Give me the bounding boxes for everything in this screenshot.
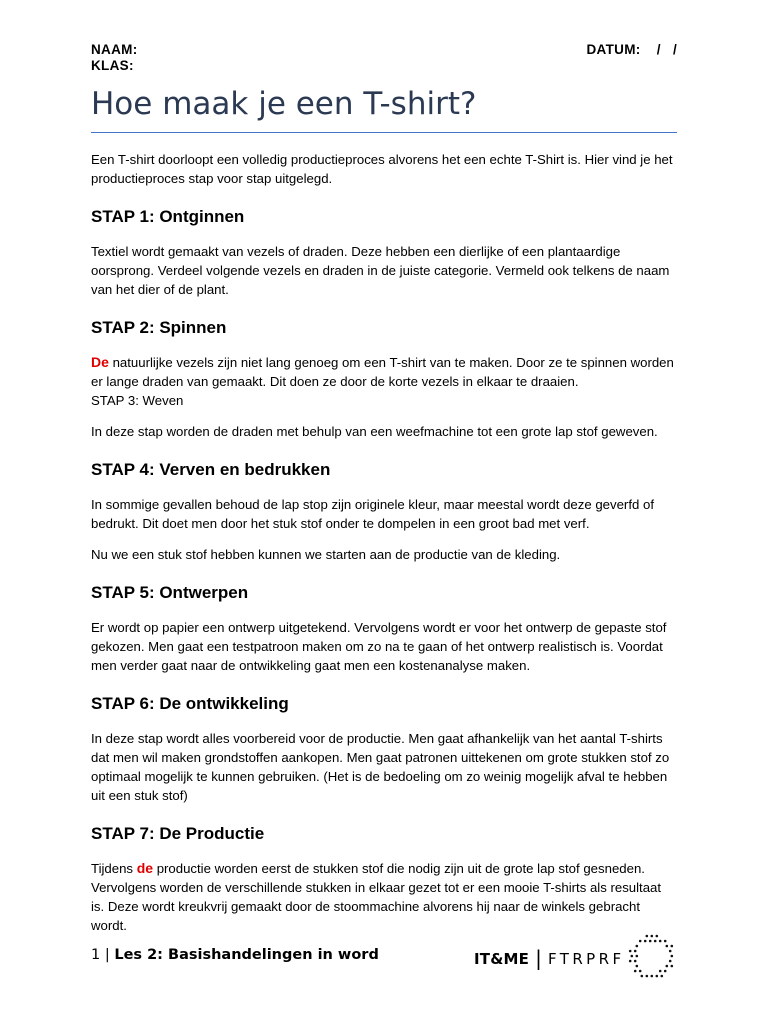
datum-label: DATUM: / / [586,42,677,57]
logo-dot [649,940,652,943]
lesson-title: Les 2: Basishandelingen in word [114,947,379,963]
step7-text-start: Tijdens [91,861,137,876]
logo-dot [669,960,672,963]
step2-heading: STAP 2: Spinnen [91,318,227,337]
logo-dot [634,960,637,963]
step2-text [91,353,677,391]
logo-dot [671,955,674,958]
dot-circle-logo-icon [628,933,676,981]
step5-text: Er wordt op papier een ontwerp uitgetekend. Vervolgens wordt er voor het ontwerp de gepaste stof gekozen. Men gaat een testpatroon maken om zo na te gaan of het ontwerp realistisch is. Voordat men verder gaat naar de ontwikkeling gaat men een kostenanalyse maken. [91,620,667,673]
logo-dot [666,945,669,948]
document-page [91,0,677,1024]
logo-dot [664,970,667,973]
step5-heading: STAP 5: Ontwerpen [91,583,249,602]
logo-dot [651,935,654,938]
logo-dot [659,940,662,943]
brand-itme: IT&ME [474,950,530,968]
brand-separator: | [535,946,543,970]
intro-paragraph: Een T-shirt doorloopt een volledig productieproces alvorens het een echte T-Shirt is. Hier vind je het productieproces stap voor stap uitgelegd. [91,152,673,186]
logo-dot [646,935,649,938]
logo-dot [669,950,672,953]
logo-dot [654,940,657,943]
logo-dot [629,950,632,953]
logo-dot [639,940,642,943]
logo-dot [629,960,632,963]
klas-label: KLAS: [91,58,134,73]
brand-ftrprf: FTRPRF [548,950,625,968]
logo-dot [636,965,639,968]
page-number: 1 [91,947,101,963]
brand-logo [474,945,624,969]
logo-dot [644,940,647,943]
logo-dot [656,975,659,978]
step1-heading: STAP 1: Ontginnen [91,207,245,226]
logo-dot [639,970,642,973]
logo-dot [651,975,654,978]
step3-text: In deze stap worden de draden met behulp van een weefmachine tot een grote lap stof geweven. [91,424,658,439]
step7-text [91,859,677,935]
step2-highlight: De [91,354,109,370]
footer-page-info [91,947,379,963]
page-title: Hoe maak je een T-shirt? [91,84,677,133]
step1-text: Textiel wordt gemaakt van vezels of draden. Deze hebben een dierlijke of een plantaardige oorsprong. Verdeel volgende vezels en draden in de juiste categorie. Vermeld ook telkens de naam van het dier of de plant. [91,244,670,297]
step2-text-rest: natuurlijke vezels zijn niet lang genoeg om een T-shirt van te maken. Door ze te spinnen worden er lange draden van gemaakt. Dit doen ze door de korte vezels in elkaar te draaien. [91,355,674,389]
step7-text-rest: productie worden eerst de stukken stof die nodig zijn uit de grote lap stof gesneden. Vervolgens worden de verschillende stukken in elkaar gezet tot er een mooie T-shirts als resultaat is. Deze wordt kreukvrij gemaakt door de stoommachine alvorens hij naar de winkels gebracht wordt. [91,861,662,933]
step7-highlight: de [136,860,154,876]
logo-dot [671,965,674,968]
logo-dot [634,950,637,953]
logo-dot [641,975,644,978]
step4-text: In sommige gevallen behoud de lap stop zijn originele kleur, maar meestal wordt deze geverfd of bedrukt. Dit doet men door het stuk stof onder te dompelen in een groot bad met verf. [91,497,654,531]
logo-dot [671,945,674,948]
logo-dot [636,955,639,958]
naam-label: NAAM: [91,42,138,57]
logo-dot [666,965,669,968]
step6-text: In deze stap wordt alles voorbereid voor de productie. Men gaat afhankelijk van het aantal T-shirts dat men wil maken grondstoffen aankopen. Men gaat patronen uittekenen om grote stukken stof zo optimaal mogelijk te kunnen gebruiken. (Het is de bedoeling om zo weinig mogelijk afval te hebben uit een stuk stof) [91,731,670,803]
logo-dot [646,975,649,978]
logo-dot [664,940,667,943]
header-left [91,42,138,74]
logo-dot [634,970,637,973]
logo-dot [636,945,639,948]
step6-heading: STAP 6: De ontwikkeling [91,694,289,713]
document-body [91,150,677,947]
step7-heading: STAP 7: De Productie [91,824,265,843]
logo-dot [659,970,662,973]
footer-separator: | [104,947,110,963]
logo-dot [656,935,659,938]
logo-dot [631,955,634,958]
step4-heading: STAP 4: Verven en bedrukken [91,460,331,479]
logo-dot [661,975,664,978]
step3-heading: STAP 3: Weven [91,393,184,408]
step4-text-2: Nu we een stuk stof hebben kunnen we starten aan de productie van de kleding. [91,547,561,562]
